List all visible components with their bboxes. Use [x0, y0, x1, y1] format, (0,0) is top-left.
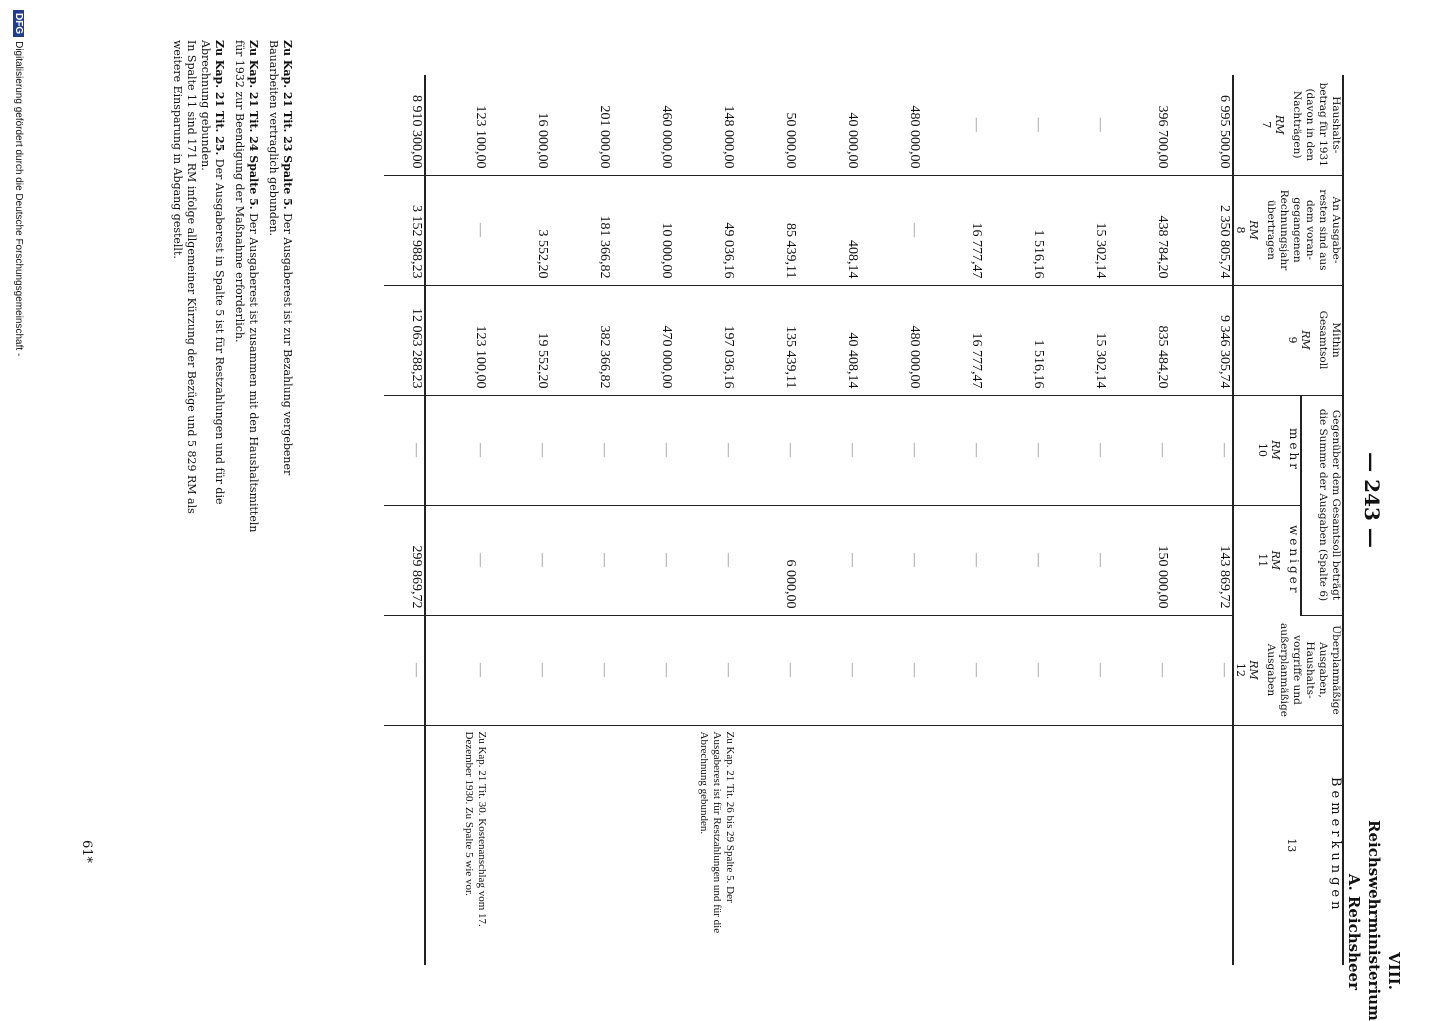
table-row	[1170, 75, 1233, 965]
cell-c11: —	[488, 505, 550, 615]
cell-c9: 16 777,47	[922, 285, 984, 395]
cell-c10: —	[1108, 395, 1170, 505]
total-c10: —	[384, 395, 425, 505]
cell-c7: 16 000,00	[488, 75, 550, 175]
cell-c8: 10 000,00	[612, 175, 674, 285]
cell-c7: 396 700,00	[1108, 75, 1170, 175]
cell-remark	[798, 725, 860, 965]
cell-c8: 1 516,16	[984, 175, 1046, 285]
cell-c12: —	[612, 615, 674, 725]
table-row	[736, 75, 798, 965]
cell-remark: Zu Kap. 21 Tit. 26 bis 29 Spalte 5. Der Ausgaberest ist für Restzahlungen und für die Abrechnung gebunden.	[698, 731, 736, 934]
cell-c9: 480 000,00	[860, 285, 922, 395]
table-row	[488, 75, 550, 965]
cell-c9: 19 552,20	[488, 285, 550, 395]
cell-c8: 85 439,11	[736, 175, 798, 285]
cell-c8: 3 552,20	[488, 175, 550, 285]
header-col12: Überplanmäßige Ausgaben, Haushalts-vorgriffe und außerplanmäßige Ausgaben RM 12	[1233, 615, 1343, 725]
cell-remark: Zu Kap. 21 Tit. 30. Kostenanschlag vom 17. Dezember 1930. Zu Spalte 5 wie vor.	[463, 731, 488, 927]
cell-c9: 15 302,14	[1046, 285, 1108, 395]
page-number: — 243 —	[1360, 452, 1384, 548]
cell-c12: —	[984, 615, 1046, 725]
cell-remark	[860, 725, 922, 965]
footnote-3: Zu Kap. 21 Tit. 25. Der Ausgaberest in Spalte 5 ist für Restzahlungen und für die Abrechnung gebunden. In Spalte 11 sind 171 RM infolge allgemeiner Kürzung der Bezüge und 5 829 RM als weitere Einsparung in Abgang gestellt.	[171, 40, 226, 514]
total-c12: —	[384, 615, 425, 725]
cell-remark	[1170, 725, 1233, 965]
cell-c8: —	[860, 175, 922, 285]
cell-remark	[1046, 725, 1108, 965]
cell-c11: —	[550, 505, 612, 615]
cell-c10: —	[984, 395, 1046, 505]
cell-c11: 143 869,72	[1170, 505, 1233, 615]
table-row	[612, 75, 674, 965]
cell-c12: —	[1108, 615, 1170, 725]
total-c11: 299 869,72	[384, 505, 425, 615]
dfg-logo: DFG	[13, 10, 24, 37]
cell-c7: 50 000,00	[736, 75, 798, 175]
cell-c10: —	[612, 395, 674, 505]
cell-c11: 150 000,00	[1108, 505, 1170, 615]
header-col8: An Ausgabe-resten sind aus dem voran-gegangenen Rechnungsjahr übertragen RM 8	[1233, 175, 1343, 285]
cell-c10: —	[674, 395, 736, 505]
cell-c9: 470 000,00	[612, 285, 674, 395]
table-row	[798, 75, 860, 965]
cell-remark	[922, 725, 984, 965]
totals-row	[384, 75, 425, 965]
table-row	[860, 75, 922, 965]
cell-c12: —	[736, 615, 798, 725]
cell-c10: —	[1046, 395, 1108, 505]
cell-c12: —	[860, 615, 922, 725]
cell-c7: —	[1046, 75, 1108, 175]
cell-c10: —	[550, 395, 612, 505]
total-c8: 3 152 988,23	[384, 175, 425, 285]
cell-c12: —	[1170, 615, 1233, 725]
header-col13: Bemerkungen 13	[1233, 725, 1343, 965]
cell-c7: 460 000,00	[612, 75, 674, 175]
cell-c10: —	[1170, 395, 1233, 505]
cell-c9: 40 408,14	[798, 285, 860, 395]
cell-c7: 480 000,00	[860, 75, 922, 175]
cell-c10: —	[922, 395, 984, 505]
cell-c11: —	[612, 505, 674, 615]
cell-remark	[488, 725, 550, 965]
cell-remark	[550, 725, 612, 965]
table-row	[425, 75, 488, 965]
cell-c11: —	[922, 505, 984, 615]
ministry-heading	[1344, 820, 1404, 1021]
table-row	[1108, 75, 1170, 965]
header-col9: Mithin Gesamtsoll RM 9	[1233, 285, 1343, 395]
total-c7: 8 910 300,00	[384, 75, 425, 175]
cell-c7: 123 100,00	[425, 75, 488, 175]
cell-c10: —	[860, 395, 922, 505]
table-row	[922, 75, 984, 965]
digitization-credit: DFGDigitalisierung gefördert durch die Deutsche Forschungsgemeinschaft -	[13, 10, 24, 990]
cell-c10: —	[488, 395, 550, 505]
cell-c7: 201 000,00	[550, 75, 612, 175]
cell-remark	[736, 725, 798, 965]
cell-c12: —	[425, 615, 488, 725]
cell-c9: 382 366,82	[550, 285, 612, 395]
budget-table	[384, 75, 1344, 965]
header-col11: weniger RM 11	[1233, 505, 1301, 615]
cell-c9: 835 484,20	[1108, 285, 1170, 395]
cell-c12: —	[550, 615, 612, 725]
cell-c9: 197 036,16	[674, 285, 736, 395]
cell-c9: 9 346 305,74	[1170, 285, 1233, 395]
cell-c11: —	[798, 505, 860, 615]
cell-c12: —	[674, 615, 736, 725]
cell-remark	[1108, 725, 1170, 965]
cell-c12: —	[1046, 615, 1108, 725]
cell-c7: —	[922, 75, 984, 175]
cell-c8: 15 302,14	[1046, 175, 1108, 285]
header-col10-11: Gegenüber dem Gesamtsoll beträgt die Summe der Ausgaben (Spalte 6)	[1301, 395, 1343, 615]
cell-c10: —	[798, 395, 860, 505]
cell-c12: —	[488, 615, 550, 725]
cell-c11: —	[674, 505, 736, 615]
cell-c8: 438 784,20	[1108, 175, 1170, 285]
cell-c9: 1 516,16	[984, 285, 1046, 395]
cell-c7: 40 000,00	[798, 75, 860, 175]
ministry-title: VIII. Reichswehrministerium	[1365, 820, 1403, 1021]
table-body	[384, 75, 1233, 965]
cell-c9: 135 439,11	[736, 285, 798, 395]
total-remark	[384, 725, 425, 965]
cell-c12: —	[798, 615, 860, 725]
section-title: A. Reichsheer	[1345, 873, 1363, 990]
table-row	[1046, 75, 1108, 965]
signature-mark: 61*	[79, 840, 94, 864]
total-c9: 12 063 288,23	[384, 285, 425, 395]
cell-c11: 6 000,00	[736, 505, 798, 615]
header-col7: Haushalts-betrag für 1931 (davon in den Nachträgen) RM 7	[1233, 75, 1343, 175]
table-row	[984, 75, 1046, 965]
cell-c8: 16 777,47	[922, 175, 984, 285]
cell-remark	[984, 725, 1046, 965]
cell-c9: 123 100,00	[425, 285, 488, 395]
footnotes	[164, 40, 294, 540]
cell-c11: —	[1046, 505, 1108, 615]
cell-c7: 148 000,00	[674, 75, 736, 175]
table-row	[550, 75, 612, 965]
cell-c7: 6 995 500,00	[1170, 75, 1233, 175]
cell-c8: 2 350 805,74	[1170, 175, 1233, 285]
cell-c12: —	[922, 615, 984, 725]
cell-c8: 49 036,16	[674, 175, 736, 285]
cell-c11: —	[860, 505, 922, 615]
cell-c8: 181 366,82	[550, 175, 612, 285]
cell-c10: —	[425, 395, 488, 505]
footnote-1: Zu Kap. 21 Tit. 23 Spalte 5. Der Ausgaberest ist zur Bezahlung vergebener Bauarbeiten vertraglich gebunden.	[267, 40, 294, 476]
cell-c8: —	[425, 175, 488, 285]
cell-c11: —	[984, 505, 1046, 615]
cell-c10: —	[736, 395, 798, 505]
cell-c8: 408,14	[798, 175, 860, 285]
table-row	[674, 75, 736, 965]
header-col10: mehr RM 10	[1233, 395, 1301, 505]
cell-remark	[612, 725, 674, 965]
cell-c11: —	[425, 505, 488, 615]
cell-c7: —	[984, 75, 1046, 175]
footnote-2: Zu Kap. 21 Tit. 24 Spalte 5. Der Ausgaberest ist zusammen mit den Haushaltsmitteln für 1932 zur Beendigung der Maßnahme erforderlich.	[233, 40, 260, 533]
